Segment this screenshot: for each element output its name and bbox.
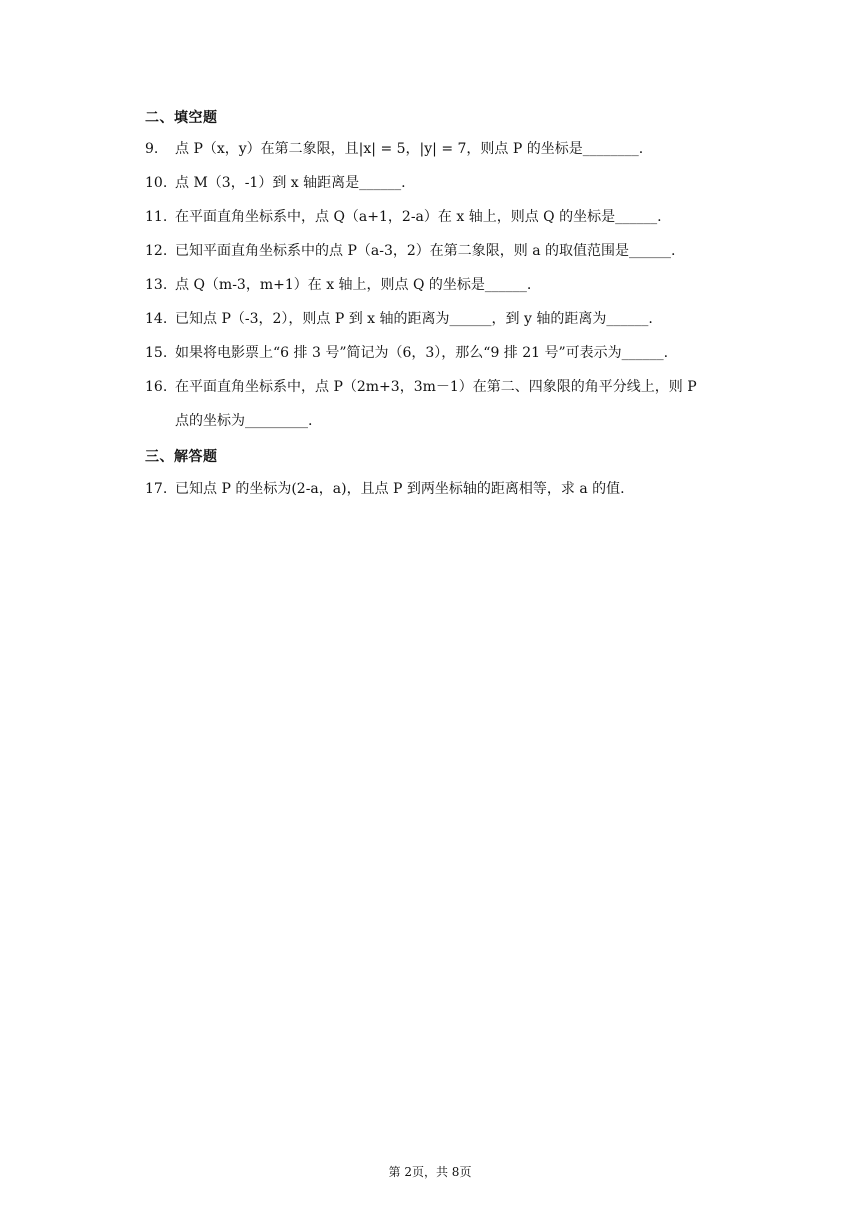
question-12 xyxy=(145,234,725,268)
question-number: 16. xyxy=(145,379,168,395)
question-text: 已知平面直角坐标系中的点 P（a-3，2）在第二象限，则 a 的取值范围是______. xyxy=(175,243,676,259)
question-13 xyxy=(145,268,725,302)
question-text: 点 M（3，-1）到 x 轴距离是______. xyxy=(175,175,406,191)
question-14 xyxy=(145,302,725,336)
question-11 xyxy=(145,200,725,234)
question-text: 点 Q（m-3，m+1）在 x 轴上，则点 Q 的坐标是______. xyxy=(175,277,532,293)
question-text-continuation: 点的坐标为_________. xyxy=(175,413,313,429)
page-footer: 第 2页，共 8页 xyxy=(388,1165,472,1179)
question-number: 12. xyxy=(145,243,168,259)
question-text: 已知点 P 的坐标为(2-a，a)，且点 P 到两坐标轴的距离相等，求 a 的值. xyxy=(175,481,625,497)
question-number: 17. xyxy=(145,481,168,497)
question-number: 11. xyxy=(145,209,168,225)
question-16 xyxy=(145,370,725,438)
question-text: 已知点 P（-3，2），则点 P 到 x 轴的距离为______，到 y 轴的距离为______. xyxy=(175,311,653,327)
question-text: 在平面直角坐标系中，点 P（2m+3，3m－1）在第二、四象限的角平分线上，则 P xyxy=(175,379,697,395)
section-heading-fill-blank: 二、填空题 xyxy=(145,110,218,126)
question-17 xyxy=(145,472,725,506)
question-number: 10. xyxy=(145,175,168,191)
section-heading-answer: 三、解答题 xyxy=(145,449,218,465)
question-text: 如果将电影票上“6 排 3 号”简记为（6，3），那么“9 排 21 号”可表示为______. xyxy=(175,345,669,361)
question-text: 点 P（x，y）在第二象限，且|x| = 5，|y| = 7，则点 P 的坐标是________. xyxy=(175,141,644,157)
question-9 xyxy=(145,132,725,166)
question-10 xyxy=(145,166,725,200)
question-number: 9. xyxy=(145,141,159,157)
question-text: 在平面直角坐标系中，点 Q（a+1，2-a）在 x 轴上，则点 Q 的坐标是______. xyxy=(175,209,662,225)
question-number: 13. xyxy=(145,277,168,293)
question-number: 15. xyxy=(145,345,168,361)
question-number: 14. xyxy=(145,311,168,327)
question-15 xyxy=(145,336,725,370)
